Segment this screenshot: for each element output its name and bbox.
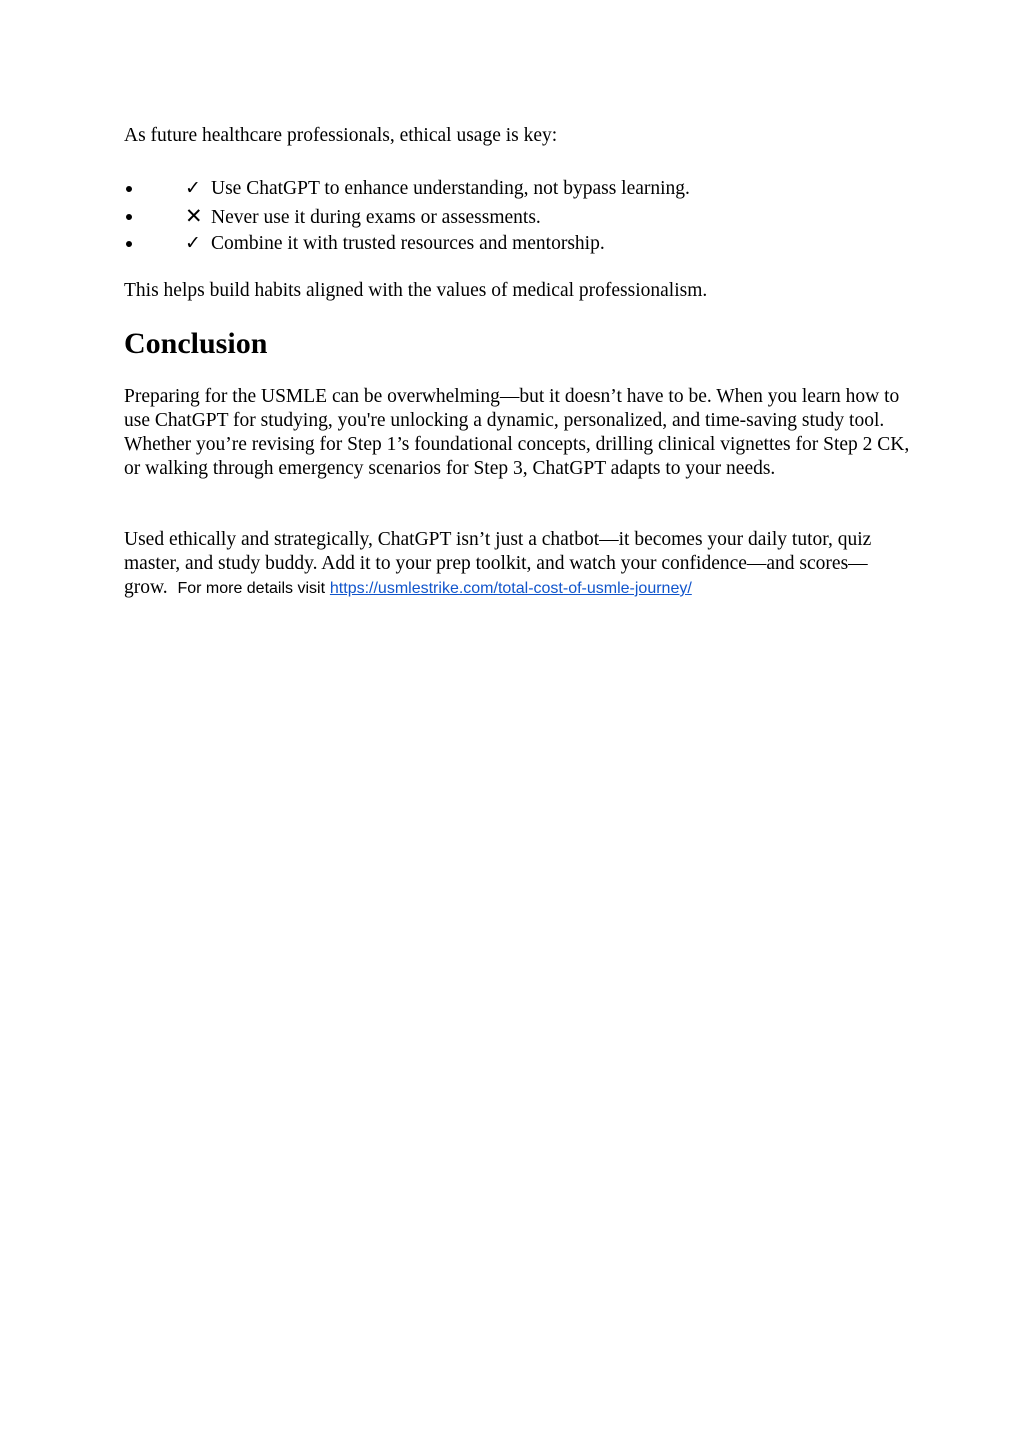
list-item [124,203,690,231]
list-item [124,175,690,203]
check-icon: ✓ [185,232,201,254]
list-item [124,230,690,258]
summary-text: This helps build habits aligned with the values of medical professionalism. [124,280,708,301]
bullet-text: Never use it during exams or assessments. [211,206,541,228]
cross-icon: ✕ [185,203,203,228]
paragraph-2-text: Used ethically and strategically, ChatGPT isn’t just a chatbot—it becomes your daily tutor, quiz master, and study buddy. Add it to your prep toolkit, and watch your confidence—and scores—grow. [124,529,872,598]
bullet-text: Combine it with trusted resources and mentorship. [211,233,605,254]
section-heading: Conclusion [124,327,268,360]
bullet-dot-icon [126,186,132,192]
bullet-dot-icon [126,241,132,247]
conclusion-paragraph-2 [124,528,914,601]
details-link[interactable]: https://usmlestrike.com/total-cost-of-usmle-journey/ [329,580,692,597]
ethics-bullet-list [124,175,690,258]
intro-text: As future healthcare professionals, ethical usage is key: [124,125,558,146]
more-details-label: For more details visit [177,580,326,597]
check-icon: ✓ [185,177,201,199]
bullet-dot-icon [126,214,132,220]
conclusion-paragraph-1: Preparing for the USMLE can be overwhelming—but it doesn’t have to be. When you learn how to use ChatGPT for studying, you're unlocking a dynamic, personalized, and time-saving study tool. Whether you’re revising for Step 1’s foundational concepts, drilling clinical vignettes for Step 2 CK, or walking through emergency scenarios for Step 3, ChatGPT adapts to your needs. [124,386,910,479]
bullet-text: Use ChatGPT to enhance understanding, not bypass learning. [211,178,690,199]
